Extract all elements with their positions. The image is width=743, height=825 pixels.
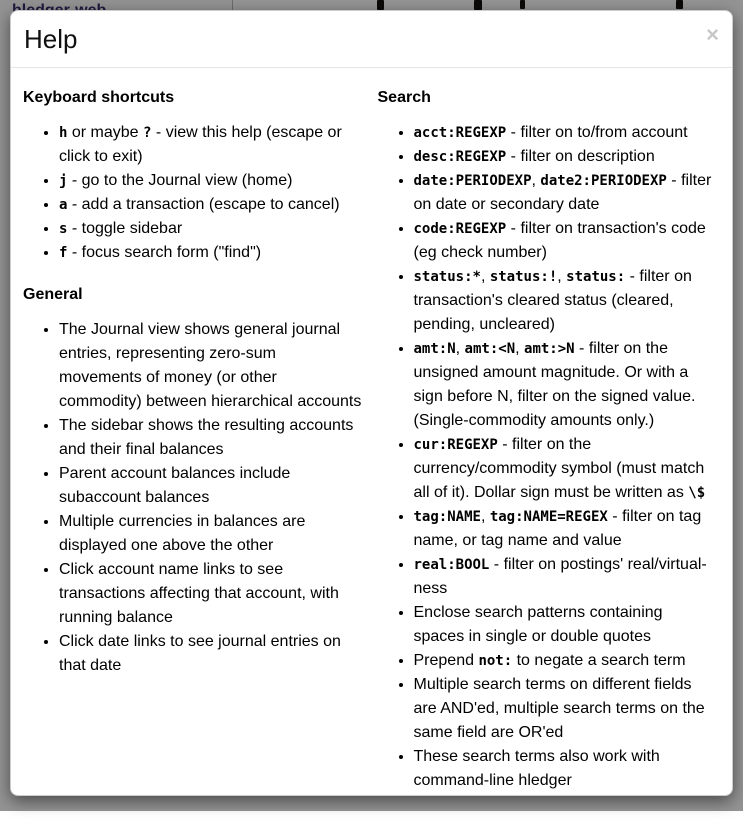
modal-header: [11, 11, 732, 68]
text-run: - filter on to/from account: [506, 124, 688, 141]
text-run: Parent account balances include subaccount balances: [59, 465, 291, 506]
list-item: [59, 630, 362, 678]
list-item: [414, 169, 717, 217]
close-icon[interactable]: ×: [706, 22, 719, 47]
section-heading: General: [23, 286, 83, 303]
list-item: [414, 121, 717, 145]
text-run: Enclose search patterns containing spaces in single or double quotes: [413, 604, 663, 645]
list-item: [59, 241, 362, 265]
section-heading: Keyboard shortcuts: [23, 89, 175, 106]
text-run: to negate a search term: [512, 652, 686, 669]
code-term: cur:REGEXP: [413, 437, 498, 453]
code-term: a: [59, 197, 68, 213]
code-term: amt:N: [413, 341, 456, 357]
section-heading: Search: [377, 89, 431, 106]
text-run: - toggle sidebar: [67, 220, 183, 237]
list-item: [414, 337, 717, 433]
text-run: - view this help (escape or click to exit): [59, 124, 342, 165]
bullet-list: [23, 318, 362, 678]
code-term: acct:REGEXP: [413, 125, 507, 141]
code-term: date:PERIODEXP: [413, 173, 532, 189]
code-term: status:*: [413, 269, 481, 285]
text-run: or maybe: [67, 124, 144, 141]
text-run: - go to the Journal view (home): [67, 172, 293, 189]
text-run: - filter on tag name, or tag name and value: [413, 508, 702, 549]
text-run: - filter on the unsigned amount magnitude. Or with a sign before N, filter on the signed value. (Single-commodity amounts only.): [413, 340, 696, 429]
code-term: desc:REGEXP: [413, 149, 507, 165]
text-run: ,: [531, 172, 541, 189]
list-item: [414, 649, 717, 673]
list-item: [414, 505, 717, 553]
code-term: f: [59, 245, 68, 261]
list-item: [59, 318, 362, 414]
text-run: ,: [557, 268, 567, 285]
code-term: date2:PERIODEXP: [540, 173, 667, 189]
list-item: [59, 414, 362, 462]
code-term: tag:NAME: [413, 509, 481, 525]
help-column-right: [378, 78, 717, 805]
text-run: - filter on transaction's cleared status (cleared, pending, uncleared): [413, 268, 692, 333]
code-term: tag:NAME=REGEX: [489, 509, 608, 525]
modal-title: Help: [24, 24, 78, 54]
text-run: The Journal view shows general journal entries, representing zero-sum movements of money (or other commodity) between hierarchical accounts: [59, 321, 362, 410]
text-run: - filter on the currency/commodity symbol (must match all of it). Dollar sign must be written as: [413, 436, 705, 501]
bullet-list: [23, 121, 362, 265]
list-item: [414, 145, 717, 169]
bullet-list: [378, 121, 717, 793]
code-term: status:: [566, 269, 626, 285]
code-term: status:!: [489, 269, 558, 285]
text-run: These search terms also work with command-line hledger: [413, 748, 660, 789]
help-modal: [10, 10, 733, 796]
text-run: Multiple currencies in balances are displayed one above the other: [59, 513, 306, 554]
code-term: j: [59, 173, 68, 189]
help-column-left: [23, 78, 362, 805]
text-run: Click account name links to see transactions affecting that account, with running balance: [59, 561, 339, 626]
code-term: \$: [688, 485, 706, 501]
code-term: ?: [143, 125, 152, 141]
text-run: ,: [480, 508, 490, 525]
text-run: - filter on date or secondary date: [413, 172, 712, 213]
list-item: [59, 217, 362, 241]
text-run: ,: [455, 340, 465, 357]
code-term: s: [59, 221, 68, 237]
list-item: [59, 121, 362, 169]
text-run: Click date links to see journal entries on that date: [59, 633, 341, 674]
text-run: - focus search form ("find"): [67, 244, 262, 261]
text-run: - add a transaction (escape to cancel): [67, 196, 340, 213]
modal-body: [11, 68, 732, 825]
text-run: - filter on transaction's code (eg check number): [413, 220, 706, 261]
list-item: [59, 193, 362, 217]
list-item: [59, 169, 362, 193]
list-item: [59, 558, 362, 630]
list-item: [414, 433, 717, 505]
code-term: amt:<N: [464, 341, 516, 357]
code-term: amt:>N: [524, 341, 575, 357]
code-term: h: [59, 125, 68, 141]
list-item: [414, 745, 717, 793]
text-run: Prepend: [413, 652, 479, 669]
list-item: [414, 217, 717, 265]
text-run: ,: [515, 340, 525, 357]
list-item: [59, 462, 362, 510]
text-run: - filter on postings' real/virtual-ness: [413, 556, 707, 597]
code-term: code:REGEXP: [413, 221, 507, 237]
code-term: not:: [478, 653, 513, 669]
text-run: The sidebar shows the resulting accounts and their final balances: [59, 417, 354, 458]
list-item: [414, 673, 717, 745]
text-run: ,: [480, 268, 490, 285]
list-item: [59, 510, 362, 558]
list-item: [414, 601, 717, 649]
list-item: [414, 265, 717, 337]
text-run: - filter on description: [506, 148, 655, 165]
list-item: [414, 553, 717, 601]
text-run: Multiple search terms on different fields are AND'ed, multiple search terms on the same field are OR'ed: [413, 676, 705, 741]
code-term: real:BOOL: [413, 557, 490, 573]
